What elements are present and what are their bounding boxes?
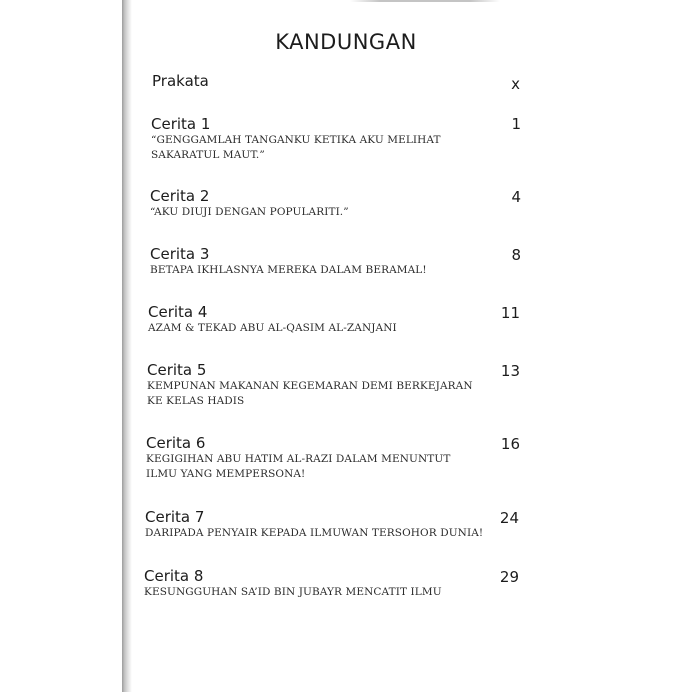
toc-entry-prakata [152,72,209,90]
toc-page-number: 8 [511,246,521,264]
toc-entry-label: Cerita 8 [144,567,204,585]
toc-entry-cerita-3 [150,245,427,278]
toc-page-number: 24 [499,509,519,527]
toc-entry-subtitle: BETAPA IKHLASNYA MEREKA DALAM BERAMAL! [150,264,427,276]
toc-entry-label: Prakata [152,72,209,90]
toc-entry-cerita-5 [147,361,473,409]
toc-entry-cerita-6 [146,434,450,482]
toc-entry-cerita-7 [145,508,483,541]
toc-entry-cerita-8 [144,567,442,600]
toc-page-number: 29 [499,568,519,586]
toc-entry-subtitle: ILMU YANG MEMPERSONA! [146,468,306,480]
toc-entry-subtitle: KE KELAS HADIS [147,395,245,407]
toc-entry-subtitle: DARIPADA PENYAIR KEPADA ILMUWAN TERSOHOR DUNIA! [145,527,484,539]
toc-page-number: 13 [500,362,520,380]
toc-entry-subtitle: SAKARATUL MAUT.” [151,149,265,161]
toc-entry-cerita-4 [148,303,397,336]
toc-page-number: 11 [500,304,520,322]
toc-entry-label: Cerita 1 [151,115,211,133]
toc-entry-cerita-1 [151,115,441,163]
toc-page-number: 1 [511,115,521,133]
toc-entry-label: Cerita 6 [146,434,206,452]
toc-entry-label: Cerita 3 [150,245,210,263]
toc-page-number: 4 [511,188,521,206]
toc-entry-label: Cerita 2 [150,187,210,205]
toc-entry-subtitle: KESUNGGUHAN SA’ID BIN JUBAYR MENCATIT ILMU [144,586,442,598]
toc-entry-label: Cerita 7 [145,508,205,526]
toc-page-number: x [511,75,520,93]
toc-entry-subtitle: “GENGGAMLAH TANGANKU KETIKA AKU MELIHAT [151,134,441,146]
toc-entry-subtitle: AZAM & TEKAD ABU AL-QASIM AL-ZANJANI [148,322,397,334]
page-top-edge [350,0,500,2]
toc-entry-cerita-2 [150,187,349,220]
toc-entry-subtitle: KEMPUNAN MAKANAN KEGEMARAN DEMI BERKEJARAN [147,380,473,392]
page-title: KANDUNGAN [275,30,417,54]
toc-entry-label: Cerita 4 [148,303,208,321]
toc-entry-subtitle: KEGIGIHAN ABU HATIM AL-RAZI DALAM MENUNTUT [146,453,451,465]
toc-entry-subtitle: “AKU DIUJI DENGAN POPULARITI.” [150,206,349,218]
toc-page-number: 16 [500,435,520,453]
page-gutter-shadow [122,0,132,692]
toc-entry-label: Cerita 5 [147,361,207,379]
